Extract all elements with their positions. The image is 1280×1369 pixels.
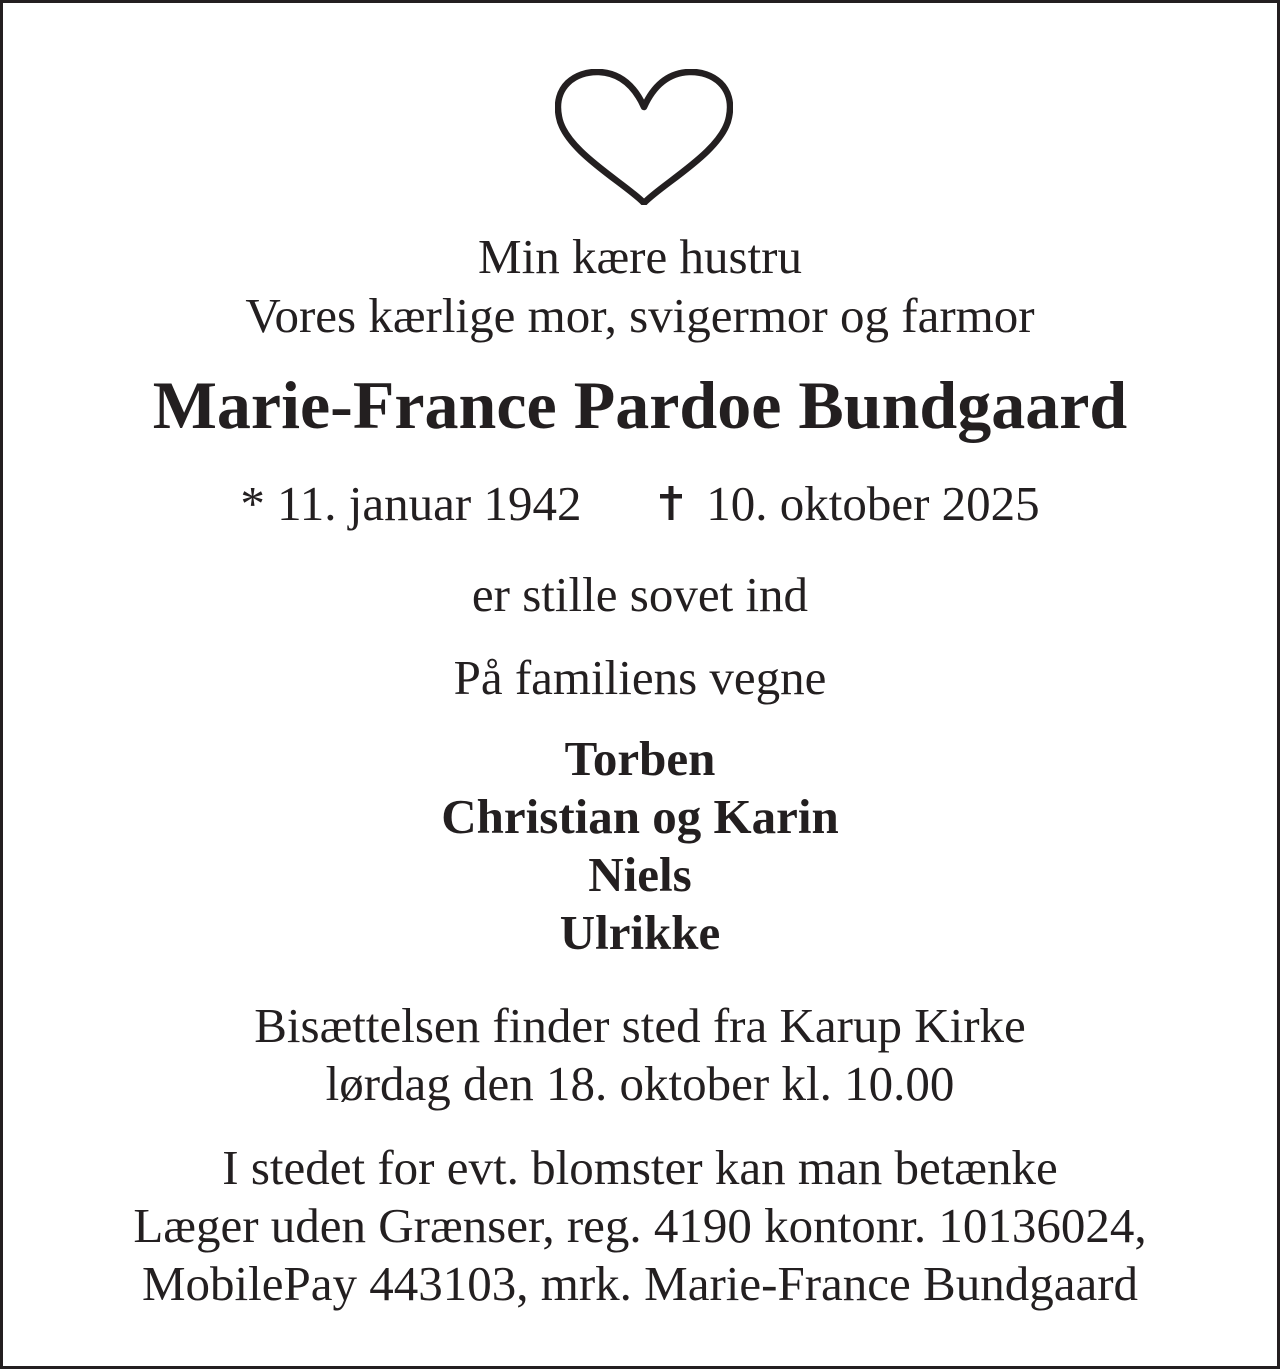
born-symbol: *: [240, 476, 265, 531]
passing-message: er stille sovet ind: [471, 567, 809, 622]
heart-icon: [555, 69, 733, 205]
death-date: 10. oktober 2025: [706, 476, 1040, 531]
birth-date: 11. januar 1942: [277, 476, 582, 531]
funeral-line-1: Bisættelsen finder sted fra Karup Kirke: [254, 998, 1026, 1053]
funeral-line-2: lørdag den 18. oktober kl. 10.00: [325, 1056, 955, 1111]
family-member: Niels: [588, 847, 692, 902]
intro-line-1: Min kære hustru: [478, 229, 802, 284]
family-member: Christian og Karin: [441, 789, 839, 844]
deceased-name: Marie-France Pardoe Bundgaard: [152, 367, 1128, 443]
donation-line-1: I stedet for evt. blomster kan man betænke: [222, 1140, 1058, 1195]
on-behalf-line: På familiens vegne: [453, 650, 827, 705]
cross-icon: [660, 486, 682, 520]
family-member: Ulrikke: [559, 905, 721, 960]
life-dates: [3, 476, 1277, 531]
intro-line-2: Vores kærlige mor, svigermor og farmor: [245, 288, 1035, 343]
donation-line-2: Læger uden Grænser, reg. 4190 kontonr. 10136024,: [133, 1198, 1147, 1253]
donation-line-3: MobilePay 443103, mrk. Marie-France Bundgaard: [141, 1256, 1139, 1311]
family-member: Torben: [564, 731, 716, 786]
